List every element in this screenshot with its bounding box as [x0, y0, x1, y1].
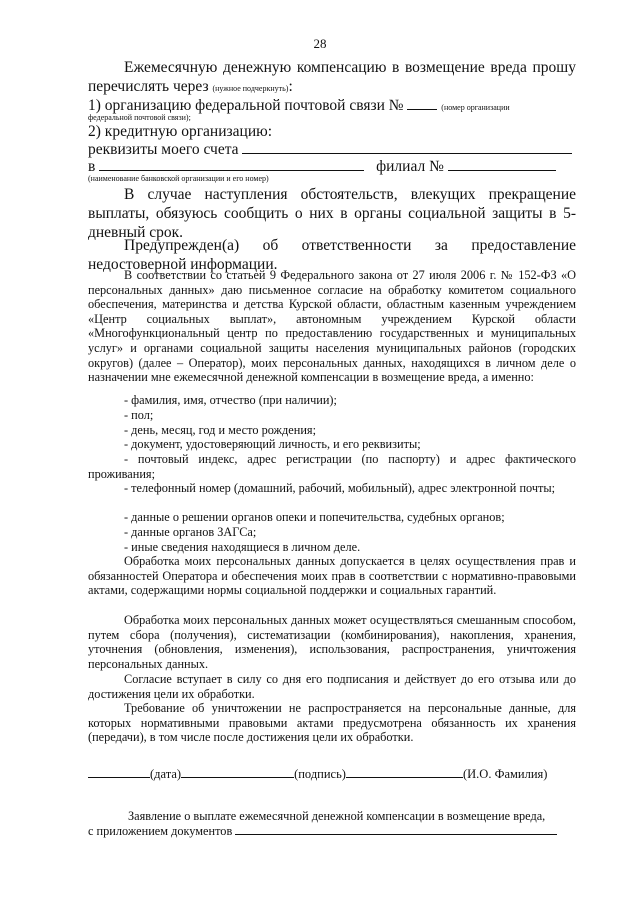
application-footer-title: Заявление о выплате ежемесячной денежной компенсации в возмещение вреда,	[128, 809, 546, 823]
list-item: - день, месяц, год и место рождения;	[124, 423, 317, 437]
consent-paragraph: В соответствии со статьей 9 Федерального закона от 27 июля 2006 г. № 152-ФЗ «О персональных данных» даю письменное согласие на обработку комитетом социального обеспечения, материнства и детства Курской области, областным казенным учреждением «Центр социальных выплат», автономным учреждением Курской области «Многофункциональный центр по предоставлению государственных и муниципальных услуг» и органами социальной защиты населения муниципальных районов (городских округов) (далее – Оператор), моих персональных данных, находящихся в личном деле о назначении мне ежемесячной денежной компенсации в возмещение вреда, а именно:	[88, 268, 576, 385]
transfer-via-hint: (нужное подчеркнуть)	[212, 84, 289, 93]
signature-row	[88, 765, 547, 782]
bank-name-hint: (наименование банковской организации и его номер)	[88, 174, 269, 183]
option-postal-label: 1) организацию федеральной почтовой связи №	[88, 97, 404, 114]
postal-number-field[interactable]	[407, 95, 437, 110]
destruction-paragraph: Требование об уничтожении не распространяется на персональные данные, для которых нормативными правовыми актами предусмотрена обязанность их хранения (передачи), в том числе после достижения цели их обработки.	[88, 701, 576, 745]
signature-field[interactable]	[181, 765, 294, 778]
branch-number-field[interactable]	[448, 156, 556, 171]
processing-purpose-paragraph: Обработка моих персональных данных допускается в целях осуществления прав и обязанностей Оператора и обеспечения моих прав в соответствии с нормативно-правовыми актами, содержащими нормы социальной поддержки и социальных гарантий.	[88, 554, 576, 598]
branch-label: филиал №	[376, 158, 444, 175]
signature-label: (подпись)	[294, 767, 346, 781]
transfer-via-line: перечислять через (нужное подчеркнуть):	[88, 78, 293, 95]
name-field[interactable]	[346, 765, 463, 778]
list-item: - данные о решении органов опеки и попечительства, судебных органов;	[124, 510, 505, 524]
postal-number-hint-open: (номер организации	[441, 103, 510, 112]
compensation-transfer-request: Ежемесячную денежную компенсацию в возмещение вреда прошу	[124, 59, 576, 76]
list-item: - данные органов ЗАГСа;	[124, 525, 257, 539]
bank-name-field[interactable]	[99, 156, 364, 171]
list-item: - иные сведения находящиеся в личном деле.	[124, 540, 361, 554]
option-credit: 2) кредитную организацию:	[88, 123, 273, 140]
page-number: 28	[313, 36, 327, 51]
obligation-paragraph: В случае наступления обстоятельств, влекущих прекращение выплаты, обязуюсь сообщить о них в органы социальной защиты в 5-дневный срок.	[88, 186, 576, 241]
list-item: - пол;	[124, 408, 154, 422]
warning-paragraph: Предупрежден(а) об ответственности за предоставление недостоверной информации.	[88, 237, 576, 273]
bank-in-label: в	[88, 158, 96, 175]
transfer-via-label: перечислять через	[88, 78, 209, 95]
account-details-field[interactable]	[242, 139, 572, 154]
list-item: - телефонный номер (домашний, рабочий, мобильный), адрес электронной почты;	[124, 481, 556, 495]
validity-paragraph: Согласие вступает в силу со дня его подписания и действует до его отзыва или до достижения цели их обработки.	[88, 672, 576, 701]
attachments-field[interactable]	[235, 823, 557, 835]
name-label: (И.О. Фамилия)	[462, 767, 548, 781]
list-item: - документ, удостоверяющий личность, и его реквизиты;	[124, 437, 421, 451]
processing-methods-paragraph: Обработка моих персональных данных может осуществляться смешанным способом, путем сбора (получения), систематизации (комбинирования), накопления, хранения, уточнения (обновления, изменения), использования, распространения, уничтожения персональных данных.	[88, 613, 576, 671]
account-details-label: реквизиты моего счета	[88, 141, 239, 158]
attachments-row	[88, 823, 576, 839]
bank-branch-row	[88, 156, 576, 176]
list-item: - фамилия, имя, отчество (при наличии);	[124, 393, 337, 407]
attachments-label: с приложением документов	[88, 824, 233, 838]
date-field[interactable]	[88, 765, 150, 778]
list-item: - почтовый индекс, адрес регистрации (по паспорту) и адрес фактического проживания;	[88, 452, 576, 481]
postal-number-hint-cont: федеральной почтовой связи);	[88, 113, 191, 122]
date-label: (дата)	[150, 767, 182, 781]
